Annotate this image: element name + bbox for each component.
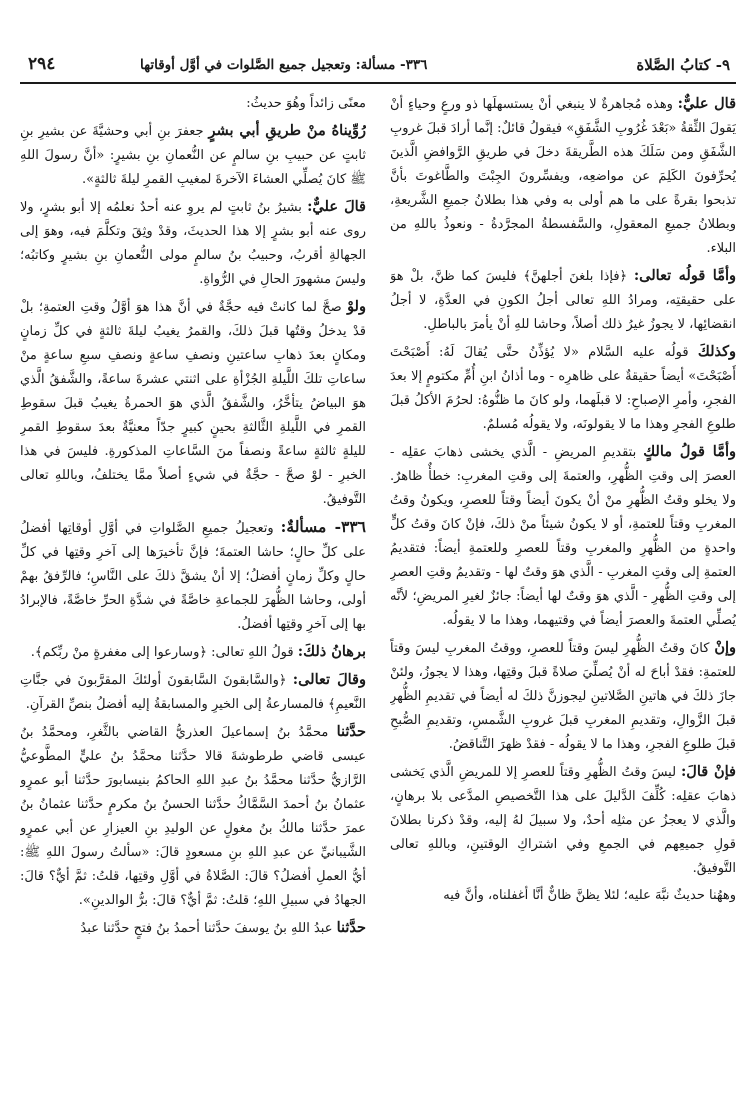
paragraph (20, 295, 366, 512)
paragraph (20, 195, 366, 292)
paragraph-lead: وأمَّا قولُه تعالى: (633, 267, 736, 284)
paragraph-text: وتعجيلُ جميعِ الصَّلواتِ في أوَّلِ أوقاتِها أفضلُ على كلِّ حالٍ؛ حاشا العتمةَ؛ فإنَّ تأخيرَها إلى آخرِ وقتِها في كلِّ حالٍ وكلِّ زمانٍ أفضلُ؛ إلا أنْ يشقَّ ذلكَ على النَّاسِ؛ فالرِّفقُ بهمْ أولى، وحاشا الظُّهرَ للجماعةِ خاصَّةً في شدَّةِ الحرِّ خاصَّةً، فالإبرادُ بها إلى آخرِ وقتِها أفضلُ. (20, 521, 366, 632)
running-head-issue: ٣٣٦- مسألة: وتعجيل جميع الصَّلوات في أوَّل أوقاتها (140, 57, 428, 73)
paragraph-text: جعفرَ بنِ أبي وحشيَّةَ عن بشيرِ بنِ ثابتٍ عن حبيبِ بنِ سالمٍ عن النُّعمانِ بنِ بشيرٍ: «أنَّ رسولَ اللهِ ﷺ كانَ يُصلِّي العشاءَ الآخرةَ لمغيبِ القمرِ ليلةَ ثالثةٍ». (20, 124, 366, 187)
paragraph-text: ﴿والسَّابقونَ السَّابقونَ أولئكَ المقرَّبونَ في جنَّاتِ النَّعيمِ﴾ فالمسارعةُ إلى الخيرِ والمسابقةُ إليه أفضلُ بنصِّ القرآنِ. (20, 673, 366, 712)
paragraph (390, 264, 736, 337)
paragraph-text: وهذه مُجاهرةٌ لا ينبغي أنْ يستسهلَها ذو ورعٍ وحياءٍ أنْ يَقولَ الثِّقةُ «بَعْدَ غُرُوبِ الشَّفَقِ» فيقولُ قائلٌ: إنَّما أرادَ قبلَ غروبِ الشَّفَقِ ومن سَلَكَ هذه الطَّريقةَ دخلَ في طريقِ الرَّوافضِ الَّذينَ يُحرِّفونَ الكَلِمَ عن مواضعِه، ويفسِّرونَ الجِبْتَ والطَّاغوتَ بأنَّ تذبحوا بقرةً على ما هم أولى به وفي هذا بطلانُ جميعِ الشَّريعةِ، وبطلانُ جميعِ المعقولِ، والسَّفسطةُ المجرَّدةُ - ونعوذُ باللهِ من البلاء. (390, 97, 736, 256)
paragraph-text: عبدُ اللهِ بنُ يوسفَ حدَّثنا أحمدُ بنُ فتحٍ حدَّثنا عبدُ (80, 921, 333, 936)
paragraph-lead: برهانُ ذلكَ: (297, 643, 366, 660)
left-text-column (20, 92, 366, 1092)
paragraph-text: صحَّ لما كانتْ فيه حجَّةٌ في أنَّ هذا هوَ أوَّلُ وقتِ العتمةِ؛ بلْ قدْ يدخلُ وقتُها قبلَ ذلكَ، والقمرُ يغيبُ ليلةَ ثالثةٍ في كلِّ زمانٍ ومكانٍ بعدَ ذهابِ ساعتينِ ونصفِ ساعةٍ ونصفِ سبعِ ساعةٍ منْ ساعاتِ تلكَ اللَّيلةِ الجُزْأةِ على اثنتي عشرةَ ساعةً، والشَّفقُ الَّذي هوَ البياضُ يتأخَّرُ، والشَّفقُ الَّذي هوَ الحمرةُ يغيبُ قبلَ سقوطِ القمرِ في اللَّيلةِ الثَّالثةِ بحينٍ كبيرٍ جدّاً معنيَّةٌ بعدَ سقوطِ القمرِ لليلةٍ ثالثةٍ ساعةً ونصفاً منَ السَّاعاتِ المذكورةِ. فليسَ في هذا الخبرِ - لوْ صحَّ - حجَّةٌ في شيءٍ أصلاً ممَّا يختلفُ، وباللهِ تعالى التَّوفيقُ. (20, 300, 366, 507)
page-header (20, 52, 736, 84)
paragraph (390, 884, 736, 908)
paragraph-text: وههُنا حديثٌ نبَّهَ عليه؛ لئلا يظنَّ ظانٌّ أنَّا أغفلناه، وأنَّ فيه (443, 888, 736, 903)
page-number: ٢٩٤ (28, 54, 56, 74)
paragraph-lead: قال عليٌّ: (677, 95, 736, 112)
paragraph-text: محمَّدُ بنُ إسماعيلَ العذريُّ القاضي بالثَّغرِ، ومحمَّدُ بنُ عيسى قاضي طرطوشةَ قالا حدَّثنا محمَّدُ بنُ عليٍّ المطَّوعيُّ الرَّازيُّ حدَّثنا محمَّدُ بنُ عبدِ اللهِ الحاكمُ بنيسابورَ حدَّثنا أبو عمرٍو عثمانُ بنُ أحمدَ السَّمَّاكُ حدَّثنا الحسنُ بنُ مكرمٍ حدَّثنا عثمانُ بنُ عمرَ حدَّثنا مالكُ بنُ مغولٍ عن الوليدِ بنِ العيزارِ عن أبي عمرٍو الشَّيبانيِّ عن عبدِ اللهِ بنِ مسعودٍ قالَ: «سألتُ رسولَ اللهِ ﷺ: أيُّ العملِ أفضلُ؟ قالَ: الصَّلاةُ في أوَّلِ وقتِها، قلتُ: ثمَّ أيٌّ؟ قالَ: الجهادُ في سبيلِ اللهِ؛ قلتُ: ثمَّ أيٌّ؟ قالَ: برُّ الوالدينِ». (20, 725, 366, 908)
paragraph (390, 440, 736, 633)
paragraph (20, 668, 366, 717)
paragraph (20, 92, 366, 116)
paragraph-lead: وأمَّا قولُ مالكٍ (643, 443, 736, 460)
paragraph-text: بتقديمِ المريضِ - الَّذي يخشى ذهابَ عقلِه - العصرَ إلى وقتِ الظُّهرِ، والعتمةَ إلى وقتِ المغربِ: خطأٌ ظاهرٌ. ولا يخلو وقتُ الظُّهرِ منْ أنْ يكونَ أيضاً وقتاً للعصرِ، ويكونُ وقتُ المغربِ وقتاً للعتمةِ، أو لا يكونُ شيئاً منْ ذلكَ، فإنْ كانَ وقتُ كلٍّ واحدةٍ من الظُّهرِ والمغربِ وقتاً للعصرِ وللعتمةِ أيضاً: فتقديمُ العتمةِ إلى وقتِ المغربِ - الَّذي هوَ وقتٌ لها - وتقديمُ وقتِ العصرِ إلى وقتِ الظُّهرِ - الَّذي هوَ وقتٌ لها أيضاً: جائزٌ لغيرِ المريضِ؛ لأنَّه يُصلِّي العتمةَ والعصرَ أيضاً في وقتيهما، وهذا ما لا يقولُه. (390, 445, 736, 628)
right-text-column (390, 92, 736, 1092)
paragraph-text: ليسَ وقتُ الظُّهرِ وقتاً للعصرِ إلا للمريضِ الَّذي يَخشى ذهابَ عقلِه: كُلِّفَ الدَّليلَ على هذا التَّخصيصِ المدَّعى بلا برهانٍ، والَّذي لا يعجزُ عن مثلِه أحدٌ، ولا سبيلَ لهُ إليه، وقدْ ذكرنا بطلانَ قولِ جميعِهم في الجمعِ وفي اشتراكِ الوقتينِ، وباللهِ تعالى التَّوفيقُ. (390, 765, 736, 876)
paragraph-lead: ولوْ (347, 298, 366, 315)
paragraph-text: ﴿فإذا بلغنَ أجلهنَّ﴾ فليسَ كما ظنَّ، بلْ هوَ على حقيقتِه، ومرادُ اللهِ تعالى أجلُ الكونِ في العدَّةِ، لا أجلُ انقضائِها، لا يجوزُ غيرُ ذلك أصلاً، وحاشا للهِ أنْ يأمرَ بالباطلِ. (390, 269, 736, 332)
paragraph (390, 636, 736, 757)
paragraph-text: قولُه عليه السَّلام «لا يُؤذِّنُ حتَّى يُقالَ لَهُ: أَصْبَحْتَ أَصْبَحْتَ» أيضاً حقيقةٌ على ظاهرِه - وما أذانُ ابنِ أُمِّ مكتومٍ إلا بعدَ الفجرِ، وأمرِ الإصباحِ: لا قبلَهما، ولو كانَ ما ظنُّوهُ: لحرُمَ الأكلُ قبلَ طلوعِ الفجرِ وهذا ما لا يقولونَه، ولا يقولُه مُسلمٌ. (390, 345, 736, 432)
paragraph-text: كانَ وقتُ الظُّهرِ ليسَ وقتاً للعصرِ، ووقتُ المغربِ ليسَ وقتاً للعتمةِ: فقدْ أباحَ له أنْ يُصلِّيَ صلاةً قبلَ وقتِها، وهذا لا يجوزُ، ولئنْ جازَ ذلكَ في هاتينِ الصَّلاتينِ ليجوزنَّ ذلكَ له أيضاً في تقديمِ الظُّهرِ قبلَ الزَّوالِ، وتقديمِ المغربِ قبلَ غروبِ الشَّمسِ، وتقديمِ الصُّبحِ قبلَ طلوعِ الفجرِ، وهذا ما لا يقولُه - فقدْ ظهرَ التَّناقضُ. (390, 641, 736, 752)
paragraph-lead: قالَ عليٌّ: (307, 198, 366, 215)
paragraph (390, 340, 736, 437)
paragraph-lead: فإنْ قالَ: (680, 763, 736, 780)
paragraph (20, 515, 366, 637)
paragraph-text: بشيرُ بنُ ثابتٍ لم يروِ عنه أحدٌ نعلمُه إلا أبو بشرٍ، ولا روى عنه أبو بشرٍ إلا هذا الحديثَ، وقدْ وثِقَ وتكلَّمَ فيه، وهوَ إلى الجهالةِ أقربُ، وحبيبُ بنُ سالمٍ مولى النُّعمانِ بنِ بشيرٍ وكاتبُه؛ وليسَ مشهورَ الحالِ في الرُّواةِ. (20, 200, 366, 287)
paragraph (20, 916, 366, 941)
paragraph-lead: وقالَ تعالى: (292, 671, 366, 688)
paragraph-lead: وإنْ (714, 639, 736, 656)
paragraph-lead: وكذلكَ (697, 343, 736, 360)
running-head-book: ٩- كتابُ الصَّلاة (636, 56, 730, 74)
paragraph-lead: رُوِّيناهُ منْ طريقِ أبي بشرٍ (208, 122, 366, 139)
paragraph (390, 92, 736, 261)
paragraph (20, 119, 366, 192)
paragraph (20, 720, 366, 913)
paragraph-text: قولُ اللهِ تعالى: ﴿وسارعوا إلى مغفرةٍ منْ ربِّكم﴾. (30, 645, 294, 660)
paragraph (390, 760, 736, 881)
issue-heading: ٣٣٦- مسألةٌ: (280, 517, 366, 536)
paragraph-lead: حدَّثنا (336, 919, 366, 936)
paragraph-text: معنًى زائداً وهُوَ حديثُ: (246, 96, 366, 111)
paragraph-lead: حدَّثنا (336, 723, 366, 740)
paragraph (20, 640, 366, 665)
